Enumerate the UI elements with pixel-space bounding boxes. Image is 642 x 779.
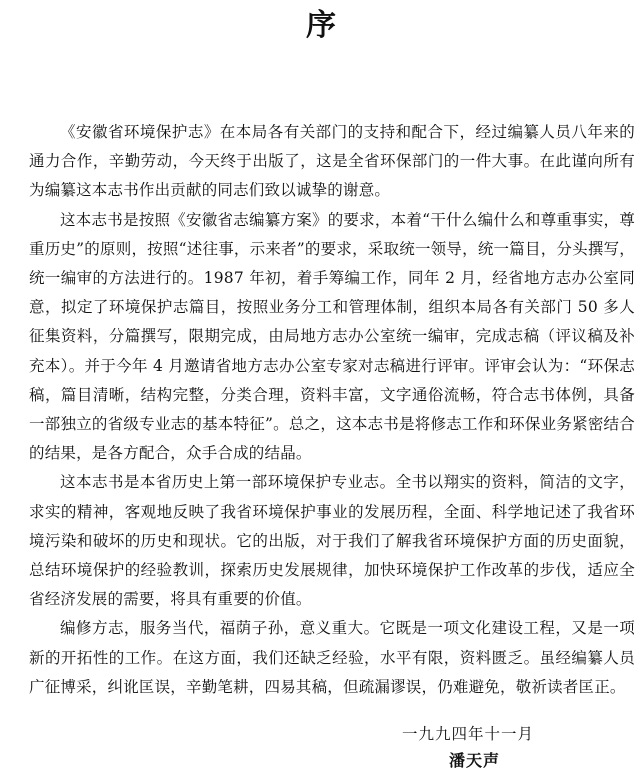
paragraph-2: 这本志书是按照《安徽省志编纂方案》的要求，本着“干什么编什么和尊重事实，尊重历史”的原则，按照“述往事，示来者”的要求，采取统一领导，统一篇目，分头撰写，统一编审的方法进行的。1987 年初，着手筹编工作，同年 2 月，经省地方志办公室同意，拟定了环境保护志篇目，按照业务分工和管理体制，组织本局各有关部门 50 多人征集资料，分篇撰写，限期完成，由局地方志办公室统一编审，完成志稿（评议稿及补充本）。并于今年 4 月邀请省地方志办公室专家对志稿进行评审。评审会认为：“环保志稿，篇目清晰，结构完整，分类合理，资料丰富，文字通俗流畅，符合志书体例，具备一部独立的省级专业志的基本特征”。总之，这本志书是将修志工作和环保业务紧密结合的结果，是各方配合，众手合成的结晶。 [29,210,635,463]
paragraph-1: 《安徽省环境保护志》在本局各有关部门的支持和配合下，经过编纂人员八年来的通力合作，辛勤劳动，今天终于出版了，这是全省环保部门的一件大事。在此谨向所有为编纂这本志书作出贡献的同志们致以诚挚的谢意。 [29,123,635,200]
paragraph-3: 这本志书是本省历史上第一部环境保护专业志。全书以翔实的资料，简洁的文字，求实的精神，客观地反映了我省环境保护事业的发展历程，全面、科学地记述了我省环境污染和破坏的历史和现状。它的出版，对于我们了解我省环境保护方面的历史面貌，总结环境保护的经验教训，探索历史发展规律，加快环境保护工作改革的步伐，适应全省经济发展的需要，将具有重要的价值。 [29,473,635,609]
preface-body [29,118,635,702]
date-line: 一九九四年十一月 [402,725,535,743]
paragraph-4: 编修方志，服务当代，福荫子孙，意义重大。它既是一项文化建设工程，又是一项新的开拓性的工作。在这方面，我们还缺乏经验，水平有限，资料匮乏。虽经编纂人员广征博采，纠讹匡误，辛勤笔耕，四易其稿，但疏漏谬误，仍难避免，敬祈读者匡正。 [29,619,635,696]
page-title: 序 [306,8,336,43]
author-signature: 潘天声 [449,751,501,770]
